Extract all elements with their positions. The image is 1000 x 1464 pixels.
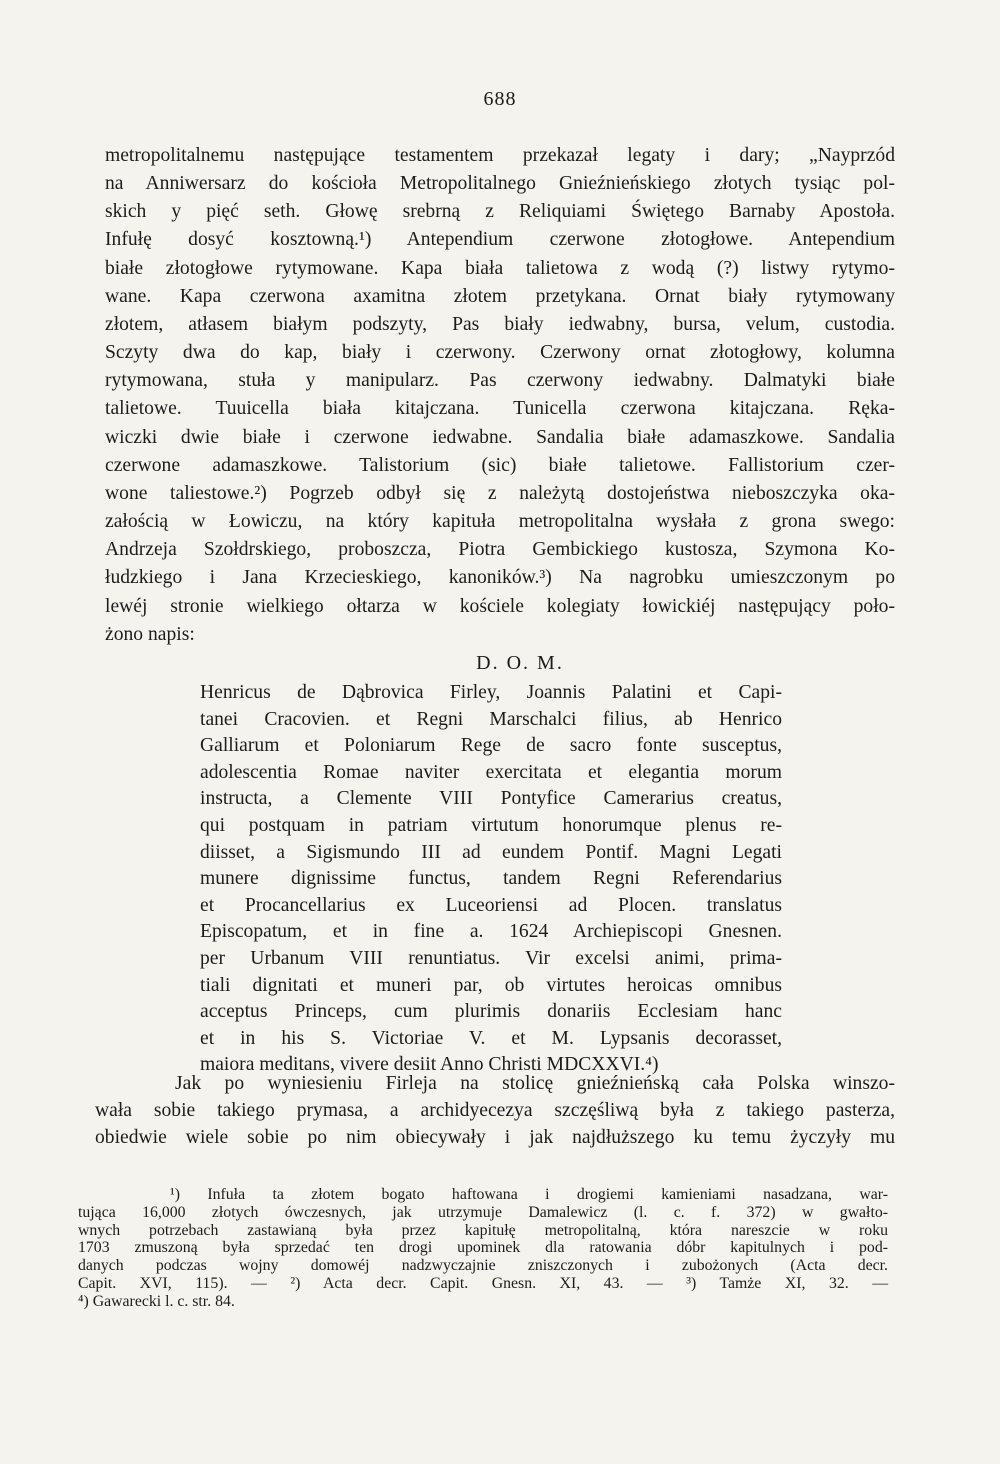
page-number: 688: [483, 88, 517, 110]
text-line: wone taliestowe.²) Pogrzeb odbył się z należytą dostojeństwa nieboszczyka oka-: [105, 482, 895, 504]
text-line: załością w Łowiczu, na który kapituła metropolitalna wysłała z grona swego:: [105, 511, 895, 533]
footnote-line: wnych potrzebach zastawianą była przez kapitułę metropolitalną, która nareszcie w roku: [78, 1221, 888, 1239]
inscription-heading: D. O. M.: [476, 652, 564, 674]
inscription-line: instructa, a Clemente VIII Pontyfice Camerarius creatus,: [200, 788, 782, 810]
text-line: łudzkiego i Jana Krzecieskiego, kanoników.³) Na nagrobku umieszczonym po: [105, 567, 895, 589]
text-line: Andrzeja Szołdrskiego, proboszcza, Piotra Gembickiego kustosza, Szymona Ko-: [105, 539, 895, 561]
footnote-line: Capit. XVI, 115). — ²) Acta decr. Capit. Gnesn. XI, 43. — ³) Tamże XI, 32. —: [78, 1274, 888, 1292]
text-line: wane. Kapa czerwona axamitna złotem przetykana. Ornat biały rytymowany: [105, 285, 895, 307]
text-line: na Anniwersarz do kościoła Metropolitalnego Gnieźnieńskiego złotych tysiąc pol-: [105, 173, 895, 195]
text-line: rytymowana, stuła y manipularz. Pas czerwony iedwabny. Dalmatyki białe: [105, 370, 895, 392]
text-line: Infułę dosyć kosztowną.¹) Antependium czerwone złotogłowe. Antependium: [105, 229, 895, 251]
footnote-line: 1703 zmuszoną była sprzedać ten drogi upominek dla ratowania dóbr kapitulnych i pod-: [78, 1239, 888, 1257]
inscription-line: et Procancellarius ex Luceoriensi ad Plocen. translatus: [200, 894, 782, 916]
inscription-line: adolescentia Romae naviter exercitata et elegantia morum: [200, 761, 782, 783]
main-paragraph: [105, 142, 895, 649]
inscription-line: et in his S. Victoriae V. et M. Lypsanis decorasset,: [200, 1027, 782, 1049]
inscription-line: Henricus de Dąbrovica Firley, Joannis Palatini et Capi-: [200, 682, 782, 703]
footnote-line: danych podczas wojny domowéj nadzwyczajnie zniszczonych i zubożonych (Acta decr.: [78, 1257, 888, 1275]
text-line: Jak po wyniesieniu Firleja na stolicę gnieźnieńską cała Polska winszo-: [175, 1073, 895, 1094]
text-line: lewéj stronie wielkiego ołtarza w kościele kolegiaty łowickiéj następujący poło-: [105, 595, 895, 617]
inscription-line: munere dignissime functus, tandem Regni Referendarius: [200, 868, 782, 890]
text-line: żono napis:: [105, 623, 195, 645]
text-line: złotem, atłasem białym podszyty, Pas biały iedwabny, bursa, velum, custodia.: [105, 313, 895, 335]
text-line: obiedwie wiele sobie po nim obiecywały i jak najdłuższego ku temu życzyły mu: [95, 1127, 895, 1148]
inscription-line: maiora meditans, vivere desiit Anno Christi MDCXXVI.⁴): [200, 1054, 659, 1076]
inscription-line: diisset, a Sigismundo III ad eundem Pontif. Magni Legati: [200, 841, 782, 863]
closing-paragraph: [95, 1070, 895, 1151]
text-line: Sczyty dwa do kap, biały i czerwony. Czerwony ornat złotogłowy, kolumna: [105, 342, 895, 364]
footnote-line: ¹) Infuła ta złotem bogato haftowana i drogiemi kamieniami nasadzana, war-: [170, 1186, 888, 1203]
footnotes: [78, 1186, 888, 1311]
inscription-line: tanei Cracovien. et Regni Marschalci filius, ab Henrico: [200, 708, 782, 730]
footnote-line: ⁴) Gawarecki l. c. str. 84.: [78, 1292, 235, 1310]
inscription-line: Galliarum et Poloniarum Rege de sacro fonte susceptus,: [200, 735, 782, 757]
inscription-line: qui postquam in patriam virtutum honorumque plenus re-: [200, 814, 782, 836]
inscription-line: tiali dignitati et muneri par, ob virtutes heroicas omnibus: [200, 974, 782, 996]
text-line: wała sobie takiego prymasa, a archidyecezya szczęśliwą była z takiego pasterza,: [95, 1100, 895, 1121]
inscription-line: Episcopatum, et in fine a. 1624 Archiepiscopi Gnesnen.: [200, 921, 782, 943]
footnote-line: tująca 16,000 złotych ówczesnych, jak utrzymuje Damalewicz (l. c. f. 372) w gwałto-: [78, 1203, 888, 1221]
text-line: białe złotogłowe rytymowane. Kapa biała talietowa z wodą (?) listwy rytymo-: [105, 257, 895, 279]
text-line: czerwone adamaszkowe. Talistorium (sic) białe talietowe. Fallistorium czer-: [105, 454, 895, 476]
text-line: talietowe. Tuuicella biała kitajczana. Tunicella czerwona kitajczana. Ręka-: [105, 398, 895, 420]
text-line: metropolitalnemu następujące testamentem przekazał legaty i dary; „Nayprzód: [105, 145, 895, 166]
inscription-line: per Urbanum VIII renuntiatus. Vir excelsi animi, prima-: [200, 947, 782, 969]
inscription-block: [200, 680, 782, 1079]
text-line: wiczki dwie białe i czerwone iedwabne. Sandalia białe adamaszkowe. Sandalia: [105, 426, 895, 448]
inscription-line: acceptus Princeps, cum plurimis donariis Ecclesiam hanc: [200, 1001, 782, 1023]
text-line: skich y pięć seth. Głowę srebrną z Reliquiami Świętego Barnaby Apostoła.: [105, 201, 895, 223]
